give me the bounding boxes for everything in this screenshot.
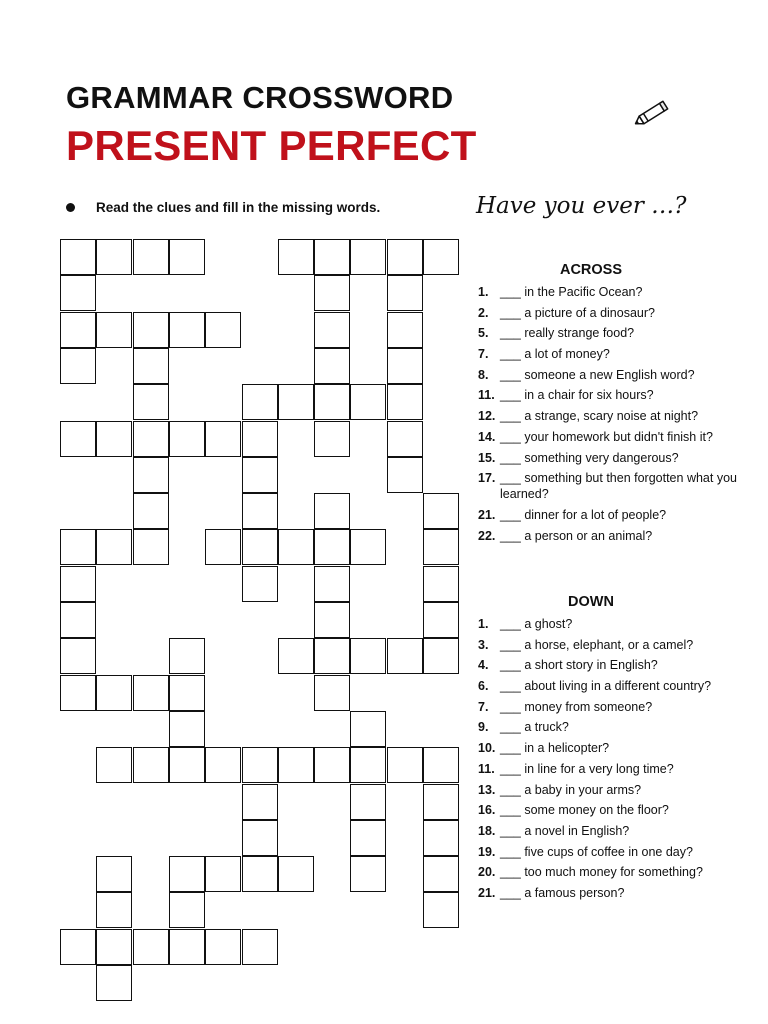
clue-number: 12. (478, 409, 496, 424)
crossword-cell[interactable] (387, 638, 423, 674)
crossword-cell[interactable] (242, 421, 278, 457)
crossword-cell[interactable] (242, 820, 278, 856)
across-clue-list (478, 284, 760, 544)
down-clue (478, 616, 760, 632)
across-clue (478, 528, 760, 544)
crossword-cell[interactable] (314, 566, 350, 602)
clue-number: 10. (478, 741, 496, 756)
page-title: GRAMMAR CROSSWORD (66, 80, 454, 115)
across-clue (478, 325, 760, 341)
crossword-cell[interactable] (133, 312, 169, 348)
crossword-cell[interactable] (60, 239, 96, 275)
crossword-cell[interactable] (387, 421, 423, 457)
crossword-cell[interactable] (242, 747, 278, 783)
crossword-cell[interactable] (133, 457, 169, 493)
crossword-cell[interactable] (350, 529, 386, 565)
crossword-cell[interactable] (96, 929, 132, 965)
crossword-cell[interactable] (205, 529, 241, 565)
crossword-cell[interactable] (423, 747, 459, 783)
crossword-cell[interactable] (314, 493, 350, 529)
crossword-cell[interactable] (314, 312, 350, 348)
crossword-cell[interactable] (169, 312, 205, 348)
clue-number: 21. (478, 885, 496, 900)
crossword-cell[interactable] (242, 457, 278, 493)
crossword-cell[interactable] (423, 820, 459, 856)
down-heading: DOWN (568, 594, 614, 610)
across-clue (478, 408, 760, 424)
crossword-cell[interactable] (60, 929, 96, 965)
crossword-cell[interactable] (169, 892, 205, 928)
across-clue (478, 429, 760, 445)
across-clue (478, 367, 760, 383)
crossword-cell[interactable] (60, 602, 96, 638)
clue-text: ___ a short story in English? (500, 658, 658, 673)
crossword-cell[interactable] (60, 312, 96, 348)
crossword-cell[interactable] (278, 239, 314, 275)
down-clue (478, 657, 760, 673)
crossword-cell[interactable] (205, 856, 241, 892)
crossword-cell[interactable] (314, 747, 350, 783)
clue-text: ___ a picture of a dinosaur? (500, 305, 655, 320)
crossword-cell[interactable] (133, 239, 169, 275)
clue-text: ___ a horse, elephant, or a camel? (500, 637, 694, 652)
clue-text: ___ a lot of money? (500, 347, 610, 362)
crossword-cell[interactable] (242, 784, 278, 820)
crossword-cell[interactable] (314, 529, 350, 565)
crossword-cell[interactable] (96, 529, 132, 565)
crossword-cell[interactable] (133, 384, 169, 420)
clue-number: 2. (478, 305, 489, 320)
down-clue (478, 782, 760, 798)
clue-number: 7. (478, 699, 489, 714)
crossword-cell[interactable] (96, 312, 132, 348)
crossword-cell[interactable] (205, 747, 241, 783)
crossword-cell[interactable] (278, 384, 314, 420)
crossword-cell[interactable] (133, 348, 169, 384)
crossword-cell[interactable] (350, 820, 386, 856)
crossword-cell[interactable] (60, 529, 96, 565)
clue-number: 17. (478, 471, 496, 486)
crossword-cell[interactable] (387, 312, 423, 348)
clue-number: 1. (478, 285, 489, 299)
crossword-cell[interactable] (278, 529, 314, 565)
clue-number: 11. (478, 388, 495, 403)
crossword-cell[interactable] (423, 856, 459, 892)
crossword-cell[interactable] (278, 856, 314, 892)
crossword-cell[interactable] (350, 747, 386, 783)
crossword-cell[interactable] (350, 384, 386, 420)
clue-text: ___ in line for a very long time? (500, 761, 674, 776)
clue-text: ___ in the Pacific Ocean? (500, 285, 643, 299)
crossword-cell[interactable] (242, 929, 278, 965)
crossword-cell[interactable] (314, 384, 350, 420)
clue-text: ___ dinner for a lot of people? (500, 507, 667, 522)
across-clue (478, 346, 760, 362)
down-clue-list (478, 616, 760, 901)
crossword-cell[interactable] (169, 856, 205, 892)
crossword-cell[interactable] (205, 312, 241, 348)
crossword-cell[interactable] (60, 675, 96, 711)
clue-number: 14. (478, 429, 496, 444)
clue-number: 11. (478, 761, 495, 776)
down-clue (478, 823, 760, 839)
clue-number: 22. (478, 528, 496, 543)
crossword-cell[interactable] (169, 239, 205, 275)
crossword-cell[interactable] (314, 348, 350, 384)
clue-text: ___ someone a new English word? (500, 367, 695, 382)
crossword-cell[interactable] (314, 275, 350, 311)
clue-text: ___ some money on the floor? (500, 803, 669, 818)
crossword-cell[interactable] (60, 421, 96, 457)
crossword-cell[interactable] (96, 239, 132, 275)
across-clue (478, 284, 760, 300)
crossword-cell[interactable] (350, 856, 386, 892)
clue-number: 21. (478, 507, 496, 522)
crossword-cell[interactable] (423, 239, 459, 275)
clue-number: 20. (478, 865, 496, 880)
crossword-cell[interactable] (133, 675, 169, 711)
clue-number: 5. (478, 326, 489, 341)
clue-number: 13. (478, 782, 496, 797)
clue-number: 18. (478, 823, 496, 838)
clue-text: ___ a famous person? (500, 885, 625, 900)
clue-number: 8. (478, 367, 489, 382)
across-clues (478, 262, 760, 548)
clue-text: ___ a novel in English? (500, 823, 630, 838)
down-clues (478, 594, 760, 906)
crossword-cell[interactable] (387, 384, 423, 420)
clue-text: ___ a baby in your arms? (500, 782, 642, 797)
crossword-cell[interactable] (387, 747, 423, 783)
crossword-cell[interactable] (314, 421, 350, 457)
clue-text: ___ really strange food? (500, 326, 635, 341)
clue-number: 6. (478, 679, 489, 694)
instructions-text: Read the clues and fill in the missing words. (96, 200, 381, 215)
crossword-cell[interactable] (423, 493, 459, 529)
clue-number: 9. (478, 720, 489, 735)
crossword-cell[interactable] (96, 965, 132, 1001)
crossword-cell[interactable] (96, 421, 132, 457)
crossword-cell[interactable] (423, 529, 459, 565)
prompt-text: Have you ever …? (476, 193, 687, 219)
crossword-cell[interactable] (387, 275, 423, 311)
clue-text: ___ about living in a different country? (500, 679, 712, 694)
down-clue (478, 637, 760, 653)
crossword-cell[interactable] (387, 348, 423, 384)
crossword-cell[interactable] (133, 929, 169, 965)
across-clue (478, 305, 760, 321)
crossword-cell[interactable] (423, 892, 459, 928)
crossword-cell[interactable] (60, 638, 96, 674)
crossword-cell[interactable] (350, 784, 386, 820)
across-clue (478, 470, 760, 502)
down-clue (478, 699, 760, 715)
crossword-cell[interactable] (314, 675, 350, 711)
down-clue (478, 740, 760, 756)
crossword-cell[interactable] (350, 711, 386, 747)
crossword-cell[interactable] (314, 602, 350, 638)
crossword-cell[interactable] (96, 747, 132, 783)
down-clue (478, 802, 760, 818)
across-clue (478, 507, 760, 523)
crossword-cell[interactable] (133, 493, 169, 529)
crossword-cell[interactable] (423, 638, 459, 674)
clue-number: 7. (478, 347, 489, 362)
crossword-cell[interactable] (96, 675, 132, 711)
crossword-cell[interactable] (242, 529, 278, 565)
clue-text: ___ a person or an animal? (500, 528, 653, 543)
clue-number: 19. (478, 844, 496, 859)
clue-text: ___ your homework but didn't finish it? (500, 429, 713, 444)
clue-text: ___ in a chair for six hours? (500, 388, 654, 403)
clue-text: ___ in a helicopter? (500, 741, 610, 756)
crossword-cell[interactable] (96, 856, 132, 892)
crossword-cell[interactable] (314, 638, 350, 674)
clue-text: ___ too much money for something? (500, 865, 703, 880)
crossword-cell[interactable] (242, 566, 278, 602)
down-clue (478, 761, 760, 777)
clue-number: 1. (478, 617, 489, 631)
clue-text: ___ five cups of coffee in one day? (500, 844, 693, 859)
crossword-cell[interactable] (242, 493, 278, 529)
crossword-cell[interactable] (169, 421, 205, 457)
clue-number: 4. (478, 658, 489, 673)
crossword-cell[interactable] (423, 566, 459, 602)
clue-number: 15. (478, 450, 496, 465)
crossword-cell[interactable] (133, 747, 169, 783)
crossword-cell[interactable] (387, 457, 423, 493)
crossword-cell[interactable] (423, 784, 459, 820)
crossword-cell[interactable] (387, 239, 423, 275)
clue-text: ___ money from someone? (500, 699, 653, 714)
across-clue (478, 387, 760, 403)
crossword-cell[interactable] (314, 239, 350, 275)
clue-number: 3. (478, 637, 489, 652)
crossword-cell[interactable] (60, 348, 96, 384)
crossword-cell[interactable] (242, 856, 278, 892)
crossword-cell[interactable] (278, 747, 314, 783)
crossword-cell[interactable] (169, 638, 205, 674)
crossword-cell[interactable] (60, 566, 96, 602)
crossword-cell[interactable] (96, 892, 132, 928)
crossword-cell[interactable] (133, 529, 169, 565)
crossword-cell[interactable] (169, 747, 205, 783)
clue-text: ___ a strange, scary noise at night? (500, 409, 699, 424)
crossword-cell[interactable] (169, 711, 205, 747)
clue-text: ___ something very dangerous? (500, 450, 679, 465)
crossword-cell[interactable] (169, 929, 205, 965)
clue-text: ___ something but then forgotten what you learned? (500, 471, 737, 502)
crossword-cell[interactable] (60, 275, 96, 311)
crossword-cell[interactable] (242, 384, 278, 420)
across-heading: ACROSS (559, 262, 623, 278)
clue-text: ___ a ghost? (500, 617, 573, 631)
crossword-cell[interactable] (133, 421, 169, 457)
clue-number: 16. (478, 803, 496, 818)
down-clue (478, 885, 760, 901)
crossword-cell[interactable] (169, 675, 205, 711)
crossword-cell[interactable] (423, 602, 459, 638)
crossword-cell[interactable] (350, 239, 386, 275)
crossword-cell[interactable] (205, 929, 241, 965)
clue-text: ___ a truck? (500, 720, 569, 735)
across-clue (478, 450, 760, 466)
crossword-cell[interactable] (205, 421, 241, 457)
page-subtitle: PRESENT PERFECT (66, 122, 477, 169)
down-clue (478, 844, 760, 860)
down-clue (478, 678, 760, 694)
down-clue (478, 864, 760, 880)
down-clue (478, 719, 760, 735)
crossword-cell[interactable] (350, 638, 386, 674)
crossword-cell[interactable] (278, 638, 314, 674)
